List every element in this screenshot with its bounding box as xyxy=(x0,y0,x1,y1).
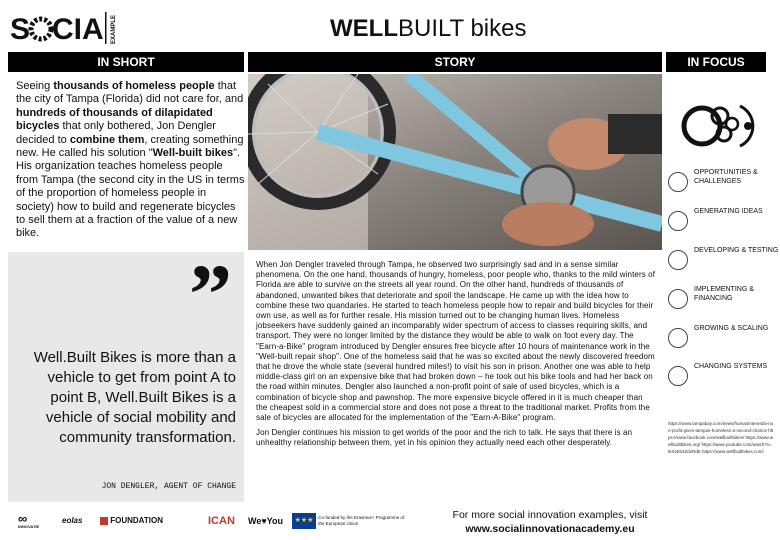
focus-item-developing: DEVELOPING & TESTING xyxy=(668,246,778,278)
title-rest: BUILT bikes xyxy=(397,15,527,42)
quote-box xyxy=(8,246,244,502)
partner-logo-ican: ICAN xyxy=(208,515,235,527)
in-short-header: IN SHORT xyxy=(8,52,244,72)
footer-cta xyxy=(430,508,670,536)
story-paragraph: When Jon Dengler traveled through Tampa, he observed two surprisingly sad and in a sense similar phenomena. On the one hand, thousands of hungry, homeless, poor people who, thanks to the mild winters of Florida are able to survive on the streets all year round. On the other hand, hundreds of thousands of abandoned, unwanted bikes that deteriorate and spoil the landscape. He came up with the idea how to combine these two quandaries. He started to teach homeless people how to repair and build bicycles for their own use, as well as for further resale. His mission turned out to be changing human lives. Homeless jobseekers have suddenly gained an incomparably wider spectrum of access to classes requiring skills, and transport. They were no longer limited by the distance they would be able to walk on foot every day. The "Earn-a-Bike" program introduced by Dengler ensures free bicycle after 10 hours of maintenance work in the "Well-built repair shop". One of the homeless said that he was so excited about the newly discovered freedom that he drove the whole state (several hundred miles!) to visit his son in prison. Another one was able to help middle-class girl on an expensive bike that had broken down – he took out his bike tools and had her back on the road within minutes. Dengler also launched a non-profit point of sale of used bicycles, which is a combination of bicycle shop and pawnshop. The more expensive bicycle offered in it is much cheaper than the cheapest sold in a commercial store and does not pose a threat to the traditional market. Profits from the sale of bicycles are allocated for the implementation of the "Earn-A-Bike" program. xyxy=(256,260,656,423)
partner-logo-eolas: eolas xyxy=(62,516,83,525)
partner-logo-foundation: FOUNDATION xyxy=(100,510,166,532)
source-links[interactable]: https://www.tampabay.com/news/humaninterest/a-non-profit-gives-tampas-homeless-a-second-chance https://www.facebook.com/wellbuiltbikes/ https://www.wellbuiltbikes.org/ https://www.youtube.com/watch?v=kiSvEb4ZdvRdE https://www.wellbuiltbikes.com/ xyxy=(668,421,774,454)
footer-url-link[interactable]: www.socialinnovationacademy.eu xyxy=(465,523,635,535)
focus-item-implementing: IMPLEMENTING & FINANCING xyxy=(668,285,778,317)
focus-item-changing-systems: CHANGING SYSTEMS xyxy=(668,362,778,394)
quote-author: JON DENGLER, AGENT OF CHANGE xyxy=(101,482,236,491)
in-focus-header: IN FOCUS xyxy=(666,52,766,72)
quote-text: Well.Built Bikes is more than a vehicle to get from point A to point B, Well.Built Bikes is a vehicle of social mobility and community transformation. xyxy=(33,349,236,446)
title-bold: WELL xyxy=(330,15,398,42)
focus-item-growing: GROWING & SCALING xyxy=(668,324,778,356)
partner-logo-innovatie: ∞ INNOVATIE xyxy=(18,511,40,529)
focus-circle-icon xyxy=(668,172,688,192)
focus-circle-icon xyxy=(668,289,688,309)
in-short-text: Seeing thousands of homeless people that the city of Tampa (Florida) did not care for, and hundreds of thousands of dilapidated bicycles that only bothered, Jon Dengler decided to combine them, creating something new. He called his solution "Well-built bikes". His organization teaches homeless people from Tampa (the second city in the US in terms of the proportion of homeless people in society) how to build and regenerate bicycles to sell them at a fraction of the value of a new bike. xyxy=(16,80,245,240)
focus-circle-icon xyxy=(668,328,688,348)
quote-mark-icon: ” xyxy=(189,246,226,342)
story-text xyxy=(256,260,656,454)
focus-circle-icon xyxy=(668,250,688,270)
logo-example-tag: EXAMPLE xyxy=(111,14,117,44)
page-title xyxy=(330,14,526,44)
focus-circle-icon xyxy=(668,366,688,386)
socia-logo xyxy=(8,8,118,48)
story-paragraph: Jon Dengler continues his mission to get worlds of the poor and the rich to talk. He says that there is an unhealthy relationship between them, yet in his opinion they actually need each other desperately. xyxy=(256,428,633,448)
partner-logo-weyou: We♥You xyxy=(248,516,284,526)
focus-item-opportunities: OPPORTUNITIES & CHALLENGES xyxy=(668,168,778,200)
focus-circle-icon xyxy=(668,211,688,231)
bike-repair-photo xyxy=(248,74,662,250)
svg-text:S: S xyxy=(10,13,31,46)
svg-text:CIA: CIA xyxy=(52,13,104,46)
focus-item-generating-ideas: GENERATING IDEAS xyxy=(668,207,778,239)
socia-logo-mark xyxy=(8,8,120,48)
bike-repair-illustration xyxy=(248,74,662,250)
footer-line: For more social innovation examples, visit xyxy=(452,509,648,521)
innovation-process-icon xyxy=(680,92,760,156)
story-header: STORY xyxy=(248,52,662,72)
eu-flag-icon: ★★★ xyxy=(292,513,316,529)
erasmus-logo: ★★★ Co-funded by the Erasmus+ Programme of the European Union xyxy=(292,510,412,532)
